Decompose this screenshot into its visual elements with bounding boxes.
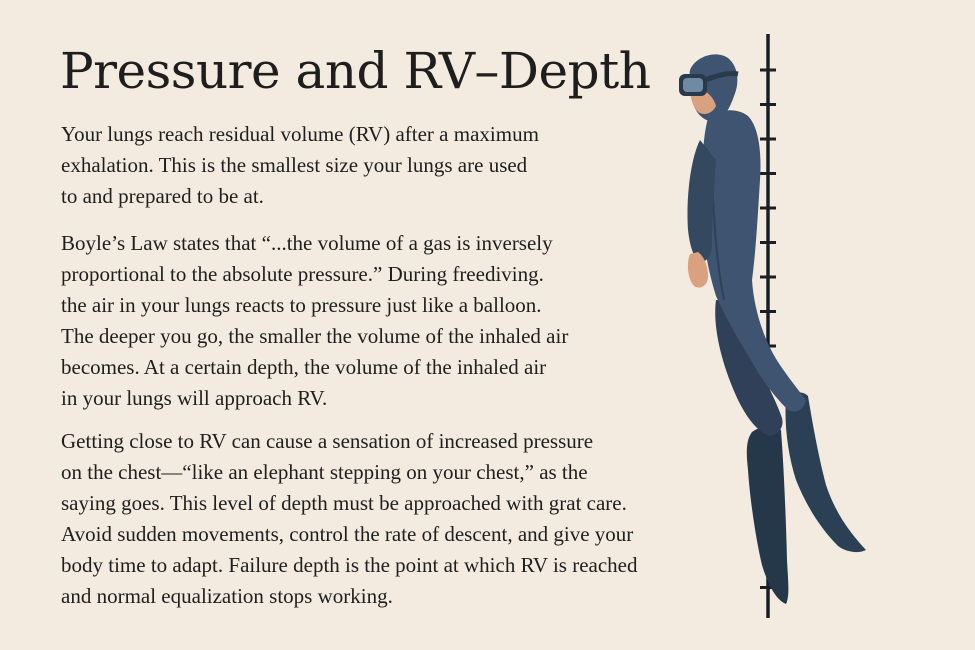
- text-line: in your lungs will approach RV.: [61, 386, 328, 410]
- right-fin-icon: [785, 392, 866, 552]
- text-line: on the chest—“like an elephant stepping on your chest,” as the: [61, 460, 588, 484]
- left-fin-icon: [747, 426, 789, 604]
- text-line: Your lungs reach residual volume (RV) after a maximum: [61, 122, 539, 146]
- text-line: Avoid sudden movements, control the rate of descent, and give your: [61, 522, 634, 546]
- arm-icon: [688, 140, 717, 262]
- paragraph-rv-definition: [61, 119, 751, 212]
- paragraph-rv-sensation: [61, 426, 751, 612]
- text-line: exhalation. This is the smallest size your lungs are used: [61, 153, 528, 177]
- text-line: becomes. At a certain depth, the volume of the inhaled air: [61, 355, 547, 379]
- text-line: Getting close to RV can cause a sensation of increased pressure: [61, 429, 594, 453]
- text-line: saying goes. This level of depth must be approached with grat care.: [61, 491, 627, 515]
- text-line: and normal equalization stops working.: [61, 584, 393, 608]
- paragraph-boyles-law: [61, 228, 751, 414]
- text-line: to and prepared to be at.: [61, 184, 264, 208]
- text-line: proportional to the absolute pressure.” During freediving.: [61, 262, 544, 286]
- freediver-descending-icon: [655, 30, 885, 630]
- text-line: The deeper you go, the smaller the volume of the inhaled air: [61, 324, 569, 348]
- page-title: Pressure and RV–Depth: [60, 42, 651, 100]
- text-line: the air in your lungs reacts to pressure just like a balloon.: [61, 293, 542, 317]
- text-line: Boyle’s Law states that “...the volume of a gas is inversely: [61, 231, 553, 255]
- text-line: body time to adapt. Failure depth is the point at which RV is reached: [61, 553, 638, 577]
